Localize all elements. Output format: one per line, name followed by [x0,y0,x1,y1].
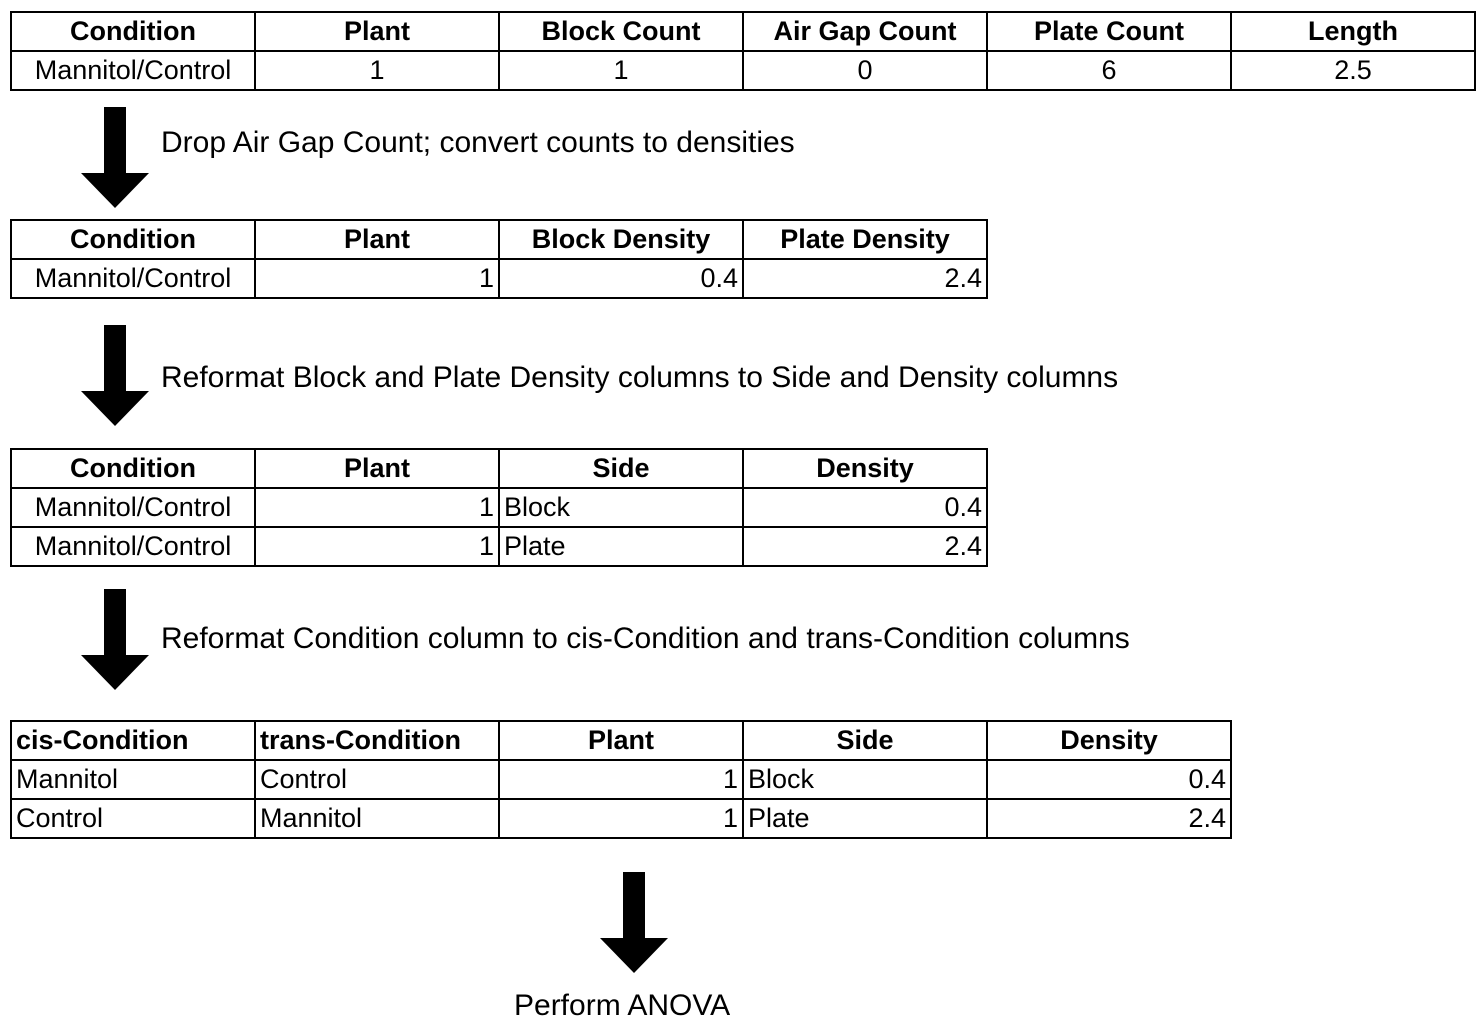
down-arrow-icon [80,107,150,209]
table-row [11,51,1475,90]
down-arrow-icon [599,872,669,974]
column-header: Block Density [499,220,743,259]
table-cell: Mannitol [11,760,255,799]
table-cell: Plate [743,799,987,838]
table-cell: 1 [499,760,743,799]
table-cell: 1 [255,51,499,90]
table-cell: 1 [255,259,499,298]
table-cell: 0.4 [499,259,743,298]
table-row [11,259,987,298]
table-cell: 2.5 [1231,51,1475,90]
table-cell: 2.4 [743,259,987,298]
final-step-label: Perform ANOVA [514,989,731,1022]
table-header-row [11,220,987,259]
table-densities [10,219,988,299]
step-label-3: Reformat Condition column to cis-Condition and trans-Condition columns [161,622,1130,655]
table-cell: Block [499,488,743,527]
column-header: cis-Condition [11,721,255,760]
column-header: Density [987,721,1231,760]
down-arrow-icon [80,325,150,427]
column-header: Side [743,721,987,760]
column-header: Plant [255,12,499,51]
column-header: Condition [11,220,255,259]
table-row [11,488,987,527]
table-row [11,799,1231,838]
column-header: Air Gap Count [743,12,987,51]
table-cell: 1 [255,488,499,527]
table-row [11,760,1231,799]
table-header-row [11,721,1231,760]
column-header: Plant [255,449,499,488]
table-cell: 1 [255,527,499,566]
table-cis-trans [10,720,1232,839]
table-cell: 1 [499,799,743,838]
table-cell: Mannitol [255,799,499,838]
step-label-1: Drop Air Gap Count; convert counts to densities [161,126,795,159]
table-cell: 0.4 [987,760,1231,799]
table-header-row [11,449,987,488]
table-cell: Control [255,760,499,799]
column-header: trans-Condition [255,721,499,760]
table-cell: Mannitol/Control [11,259,255,298]
table-cell: 1 [499,51,743,90]
table-cell: Plate [499,527,743,566]
table-cell: Control [11,799,255,838]
column-header: Condition [11,12,255,51]
column-header: Block Count [499,12,743,51]
table-cell: Mannitol/Control [11,527,255,566]
column-header: Plant [255,220,499,259]
column-header: Plate Density [743,220,987,259]
table-cell: Mannitol/Control [11,51,255,90]
table-cell: 0 [743,51,987,90]
column-header: Plate Count [987,12,1231,51]
column-header: Side [499,449,743,488]
column-header: Length [1231,12,1475,51]
step-label-2: Reformat Block and Plate Density columns to Side and Density columns [161,361,1119,394]
table-cell: Block [743,760,987,799]
table-header-row [11,12,1475,51]
table-row [11,527,987,566]
table-cell: Mannitol/Control [11,488,255,527]
table-cell: 6 [987,51,1231,90]
table-raw-counts [10,11,1476,91]
table-side-density [10,448,988,567]
column-header: Condition [11,449,255,488]
table-cell: 0.4 [743,488,987,527]
table-cell: 2.4 [743,527,987,566]
down-arrow-icon [80,589,150,691]
column-header: Plant [499,721,743,760]
table-cell: 2.4 [987,799,1231,838]
column-header: Density [743,449,987,488]
